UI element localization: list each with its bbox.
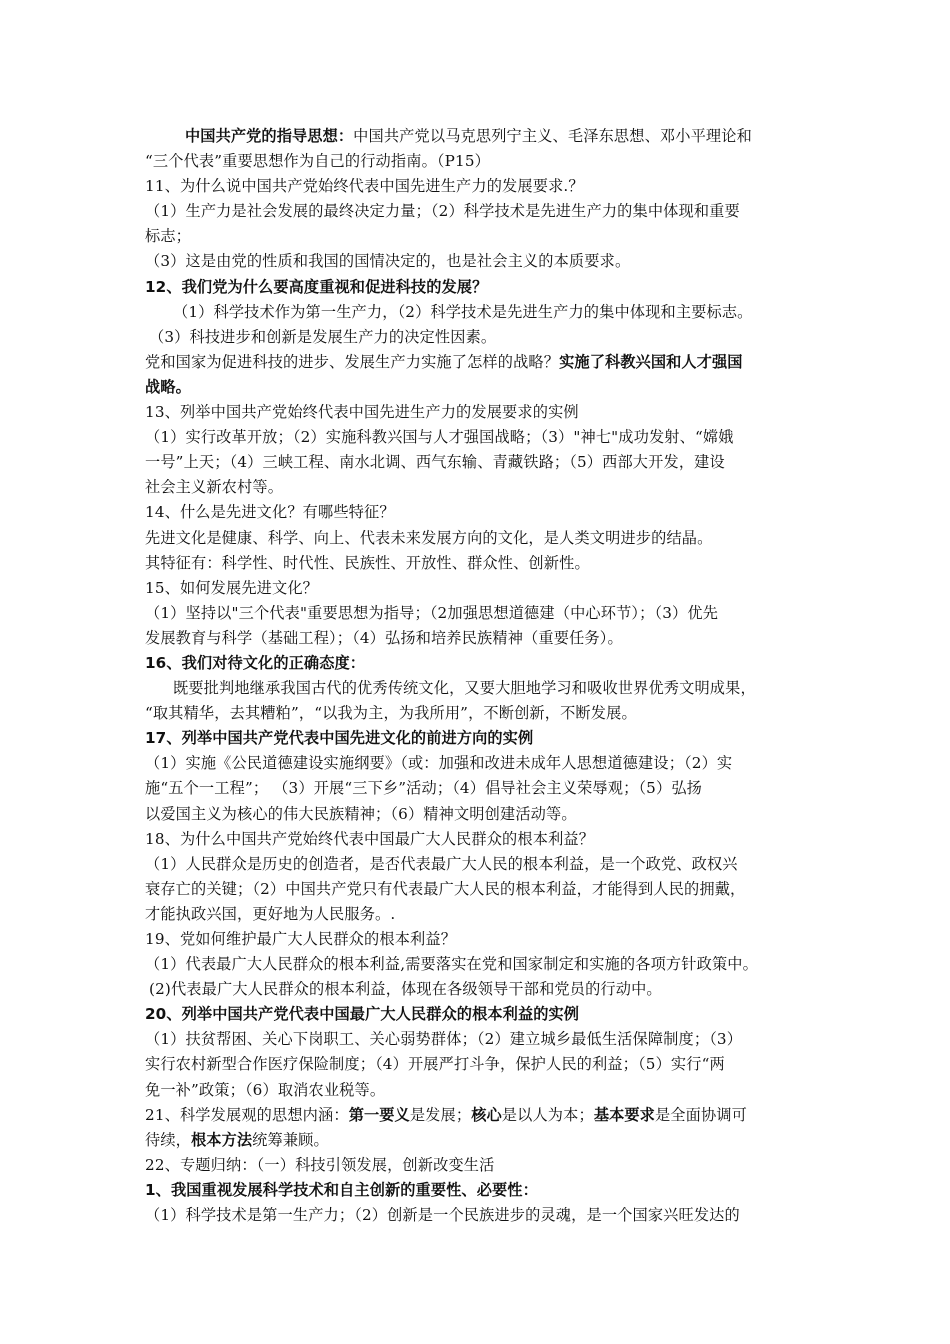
q16-line: “取其精华，去其糟粕”，“以我为主，为我所用”，不断创新，不断发展。 [145,704,637,723]
document-page [145,124,815,1228]
q17-question: 17、列举中国共产党代表中国先进文化的前进方向的实例 [145,729,534,748]
q12-question: 12、我们党为什么要高度重视和促进科技的发展？ [145,277,488,296]
q20-question: 20、列举中国共产党代表中国最广大人民群众的根本利益的实例 [145,1005,580,1024]
q20-line: 免一补”政策；（6）取消农业税等。 [145,1080,386,1099]
q16-question: 16、我们对待文化的正确态度： [145,653,366,672]
q21-line-2 [145,1128,815,1153]
q13-line: 一号”上天；（4）三峡工程、南水北调、西气东输、青藏铁路；（5）西部大开发，建设 [145,453,725,472]
q21-keyword: 基本要求 [593,1105,655,1124]
q11-line: （1）生产力是社会发展的最终决定力量；（2）科学技术是先进生产力的集中体现和重要 [145,202,740,221]
q19-line: （1）代表最广大人民群众的根本利益,需要落实在党和国家制定和实施的各项方针政策中。 [145,955,758,974]
q12-strategy-answer-cont: 战略。 [145,377,191,396]
q13-question: 13、列举中国共产党始终代表中国先进生产力的发展要求的实例 [145,403,579,422]
q18-line: 才能执政兴国，更好地为人民服务。. [145,904,396,923]
q20-line: 实行农村新型合作医疗保险制度；（4）开展严打斗争，保护人民的利益；（5）实行“两 [145,1055,725,1074]
q11-line: 标志； [145,227,192,246]
q15-line: 发展教育与科学（基础工程）；（4）弘扬和培养民族精神（重要任务）。 [145,628,623,647]
q15-line: （1）坚持以"三个代表"重要思想为指导；（2加强思想道德建（中心环节）；（3）优先 [145,603,719,622]
q17-line: （1）实施《公民道德建设实施纲要》（或：加强和改进未成年人思想道德建设；（2）实 [145,754,733,773]
q12-line: （1）科学技术作为第一生产力，（2）科学技术是先进生产力的集中体现和主要标志。 [173,302,753,321]
q16-line: 既要批判地继承我国古代的优秀传统文化，又要大胆地学习和吸收世界优秀文明成果， [173,679,756,698]
q13-line: 社会主义新农村等。 [145,478,284,497]
q17-line: 以爱国主义为核心的伟大民族精神；（6）精神文明创建活动等。 [145,804,577,823]
q21-line-1 [145,1103,815,1128]
q12-line: （3）科技进步和创新是发展生产力的决定性因素。 [149,327,497,346]
q21-text: 待续， [145,1130,192,1149]
q19-line: (2)代表最广大人民群众的根本利益，体现在各级领导干部和党员的行动中。 [149,980,662,999]
q17-line: 施“五个一工程”； （3）开展“三下乡”活动；（4）倡导社会主义荣辱观；（5）弘扬 [145,779,703,798]
q12-strategy-line [145,350,815,375]
guiding-thought-text: 中国共产党以马克思列宁主义、毛泽东思想、邓小平理论和 [353,127,752,145]
q21-text: 是全面协调可 [654,1105,747,1124]
q14-line: 先进文化是健康、科学、向上、代表未来发展方向的文化，是人类文明进步的结晶。 [145,528,713,547]
guiding-thought-line-1 [145,124,815,149]
q18-question: 18、为什么中国共产党始终代表中国最广大人民群众的根本利益？ [145,829,595,848]
guiding-thought-line-2: “三个代表”重要思想作为自己的行动指南。（P15） [145,152,490,171]
q22-question: 22、专题归纳：（一）科技引领发展，创新改变生活 [145,1155,495,1174]
q21-keyword: 根本方法 [191,1130,253,1149]
q15-question: 15、如何发展先进文化？ [145,578,319,597]
q14-line: 其特征有：科学性、时代性、民族性、开放性、群众性、创新性。 [145,553,590,572]
q21-text: 统筹兼顾。 [252,1130,329,1149]
guiding-thought-heading: 中国共产党的指导思想： [185,127,354,145]
q21-keyword: 核心 [471,1105,502,1124]
topic1-line: （1）科学技术是第一生产力；（2）创新是一个民族进步的灵魂，是一个国家兴旺发达的 [145,1206,740,1225]
q21-text: 是发展； [409,1105,472,1124]
q21-keyword: 第一要义 [348,1105,410,1124]
q13-line: （1）实行改革开放；（2）实施科教兴国与人才强国战略；（3）"神七"成功发射、“嫦娥 [145,428,734,447]
q20-line: （1）扶贫帮困、关心下岗职工、关心弱势群体；（2）建立城乡最低生活保障制度；（3） [145,1030,743,1049]
q21-text: 是以人为本； [501,1105,594,1124]
q12-strategy-question: 党和国家为促进科技的进步、发展生产力实施了怎样的战略？ [145,352,560,371]
q11-question: 11、为什么说中国共产党始终代表中国先进生产力的发展要求.？ [145,177,584,196]
q21-prefix: 21、科学发展观的思想内涵： [145,1105,349,1124]
q18-line: （1）人民群众是历史的创造者，是否代表最广大人民的根本利益，是一个政党、政权兴 [145,854,738,873]
q18-line: 衰存亡的关键；（2）中国共产党只有代表最广大人民的根本利益，才能得到人民的拥戴， [145,879,746,898]
q12-strategy-answer: 实施了科教兴国和人才强国 [559,352,743,371]
q19-question: 19、党如何维护最广大人民群众的根本利益？ [145,930,457,948]
q11-line: （3）这是由党的性质和我国的国情决定的，也是社会主义的本质要求。 [145,252,631,271]
topic1-question: 1、我国重视发展科学技术和自主创新的重要性、必要性： [145,1180,538,1199]
q14-question: 14、什么是先进文化？有哪些特征？ [145,503,395,522]
